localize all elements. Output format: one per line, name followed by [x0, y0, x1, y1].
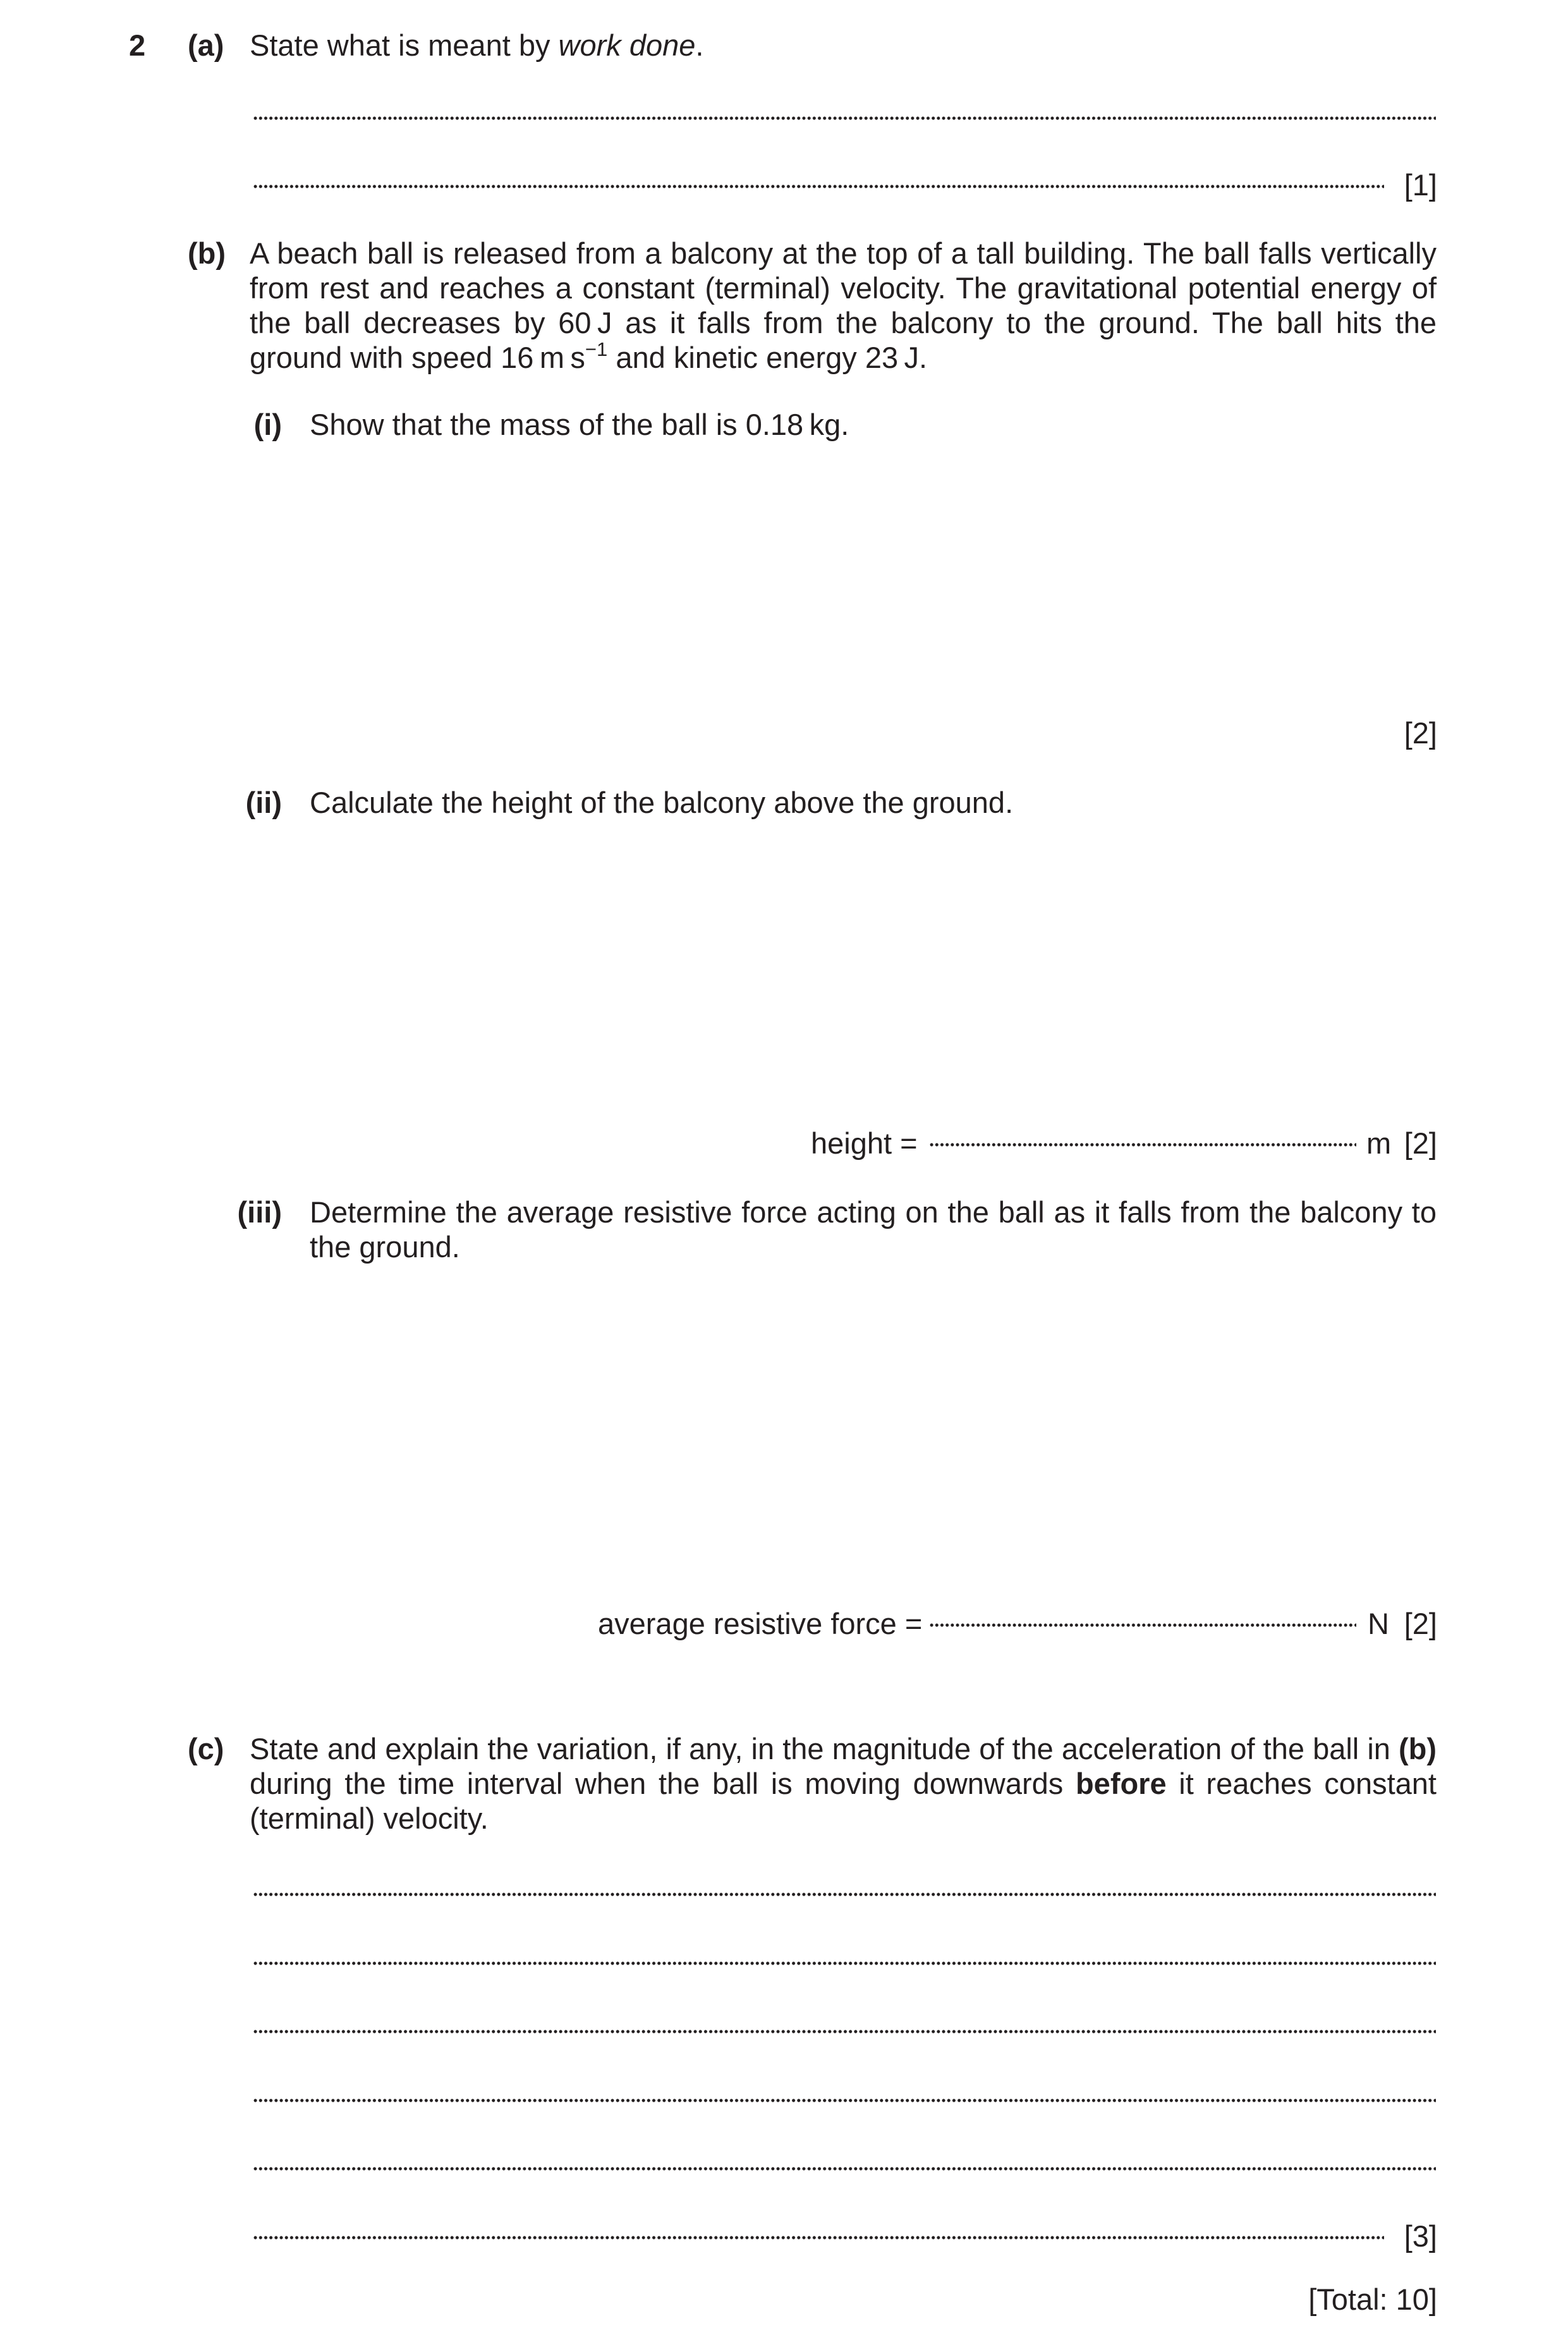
part-c-bold-before: before [1075, 1767, 1167, 1800]
part-a-italic-term: work done [558, 28, 696, 62]
part-c-label: (c) [188, 1732, 224, 1765]
part-c-text1: State and explain the variation, if any, in the magnitude of the acceleration of the ball in [250, 1732, 1399, 1765]
part-c-text [250, 1731, 1437, 1836]
part-b-i-label: (i) [253, 408, 282, 441]
answer-line-c-5[interactable] [253, 2167, 1436, 2171]
part-c-mark: [3] [1404, 2219, 1437, 2253]
answer-line-c-3[interactable] [253, 2030, 1436, 2033]
answer-line-c-6[interactable] [253, 2236, 1384, 2240]
part-c-bold-reference: (b) [1398, 1732, 1437, 1765]
part-b-label: (b) [188, 236, 226, 270]
part-b-ii-mark: [2] [1404, 1126, 1437, 1160]
total-marks: [Total: 10] [1308, 2283, 1437, 2316]
answer-line-a-1[interactable] [253, 116, 1436, 120]
height-answer-label: height = [811, 1126, 918, 1160]
force-answer-line[interactable] [929, 1623, 1356, 1627]
answer-line-a-2[interactable] [253, 185, 1384, 188]
part-b-iii-text: Determine the average resistive force acting on the ball as it falls from the balcony to the ground. [310, 1195, 1437, 1264]
part-a-label: (a) [188, 28, 224, 62]
answer-line-c-1[interactable] [253, 1893, 1436, 1896]
part-c-text2: during the time interval when the ball is moving downwards [250, 1767, 1076, 1800]
part-b-iii-mark: [2] [1404, 1607, 1437, 1640]
height-answer-line[interactable] [929, 1143, 1356, 1147]
part-b-stem-text2: and kinetic energy 23 J. [607, 341, 928, 374]
answer-line-c-2[interactable] [253, 1961, 1436, 1965]
part-b-stem-superscript: −1 [585, 338, 608, 361]
height-unit: m [1366, 1126, 1392, 1160]
part-b-ii-label: (ii) [245, 786, 282, 819]
part-b-iii-label: (iii) [237, 1195, 282, 1229]
part-a-mark: [1] [1404, 168, 1437, 202]
part-a-prompt [250, 28, 703, 63]
part-b-i-mark: [2] [1404, 716, 1437, 750]
part-b-ii-text: Calculate the height of the balcony above the ground. [310, 786, 1014, 819]
part-b-i-text: Show that the mass of the ball is 0.18 kg. [310, 408, 849, 441]
force-answer-label: average resistive force = [598, 1607, 923, 1640]
part-a-text-before: State what is meant by [250, 28, 559, 62]
answer-line-c-4[interactable] [253, 2099, 1436, 2102]
question-number: 2 [129, 28, 146, 62]
part-a-text-after: . [695, 28, 704, 62]
part-b-stem-text1: A beach ball is released from a balcony at the top of a tall building. The ball falls vertically from rest and reaches a constant (terminal) velocity. The gravitational potential energy of the ball decreases by 60 J as it falls from the balcony to the ground. The ball hits the ground with speed 16 m s [250, 236, 1437, 374]
part-b-stem [250, 236, 1437, 375]
part-c-text3: it reaches constant (terminal) velocity. [250, 1767, 1437, 1835]
force-unit: N [1368, 1607, 1389, 1640]
